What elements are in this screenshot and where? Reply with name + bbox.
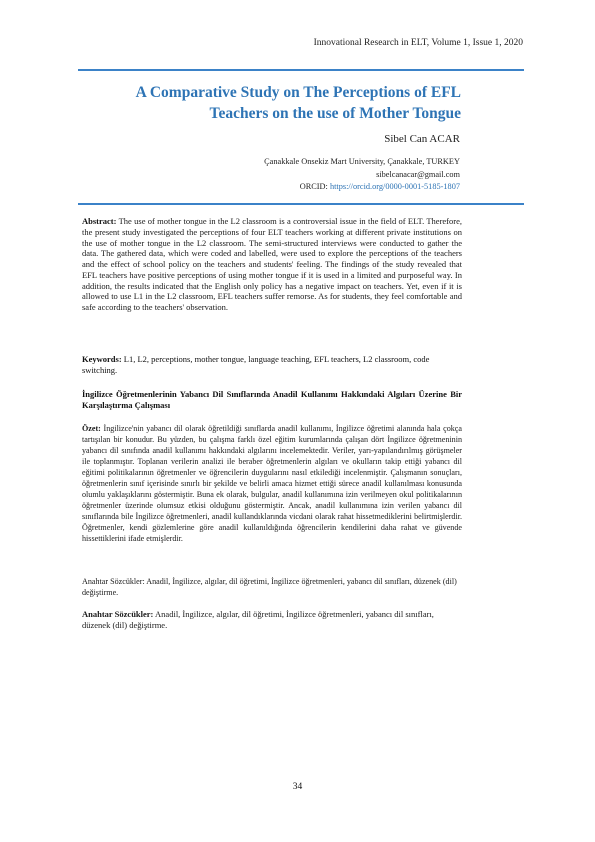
author-name: Sibel Can ACAR bbox=[384, 133, 460, 145]
orcid bbox=[264, 181, 460, 194]
turkish-keywords-label: Anahtar Sözcükler: bbox=[82, 609, 154, 619]
keywords-text: L1, L2, perceptions, mother tongue, language teaching, EFL teachers, L2 classroom, code switching. bbox=[82, 354, 430, 375]
title-line-1: A Comparative Study on The Perceptions of EFL bbox=[135, 84, 461, 101]
header-bottom-divider bbox=[78, 203, 524, 205]
abstract-text: The use of mother tongue in the L2 classroom is a controversial issue in the field of ELT. Therefore, the present study investigated the perceptions of four ELT teachers working at different private institutions on the use of mother tongue in the L2 classroom. The semi-structured interviews were conducted to gather the data. The gathered data, which were coded and labelled, were used to explore the perceptions of the teachers and the effect of school policy on the teachers and students' feeling. The findings of the study revealed that EFL teachers have positive perceptions of using mother tongue if it is used in a limited and purposeful way. In addition, the results indicated that the English only policy has a negative impact on teachers. Yet, even if it is allowed to use L1 in the L2 classroom, EFL teachers suffer remorse. As for students, they feel comfortable and safe according to the teachers' observation. bbox=[82, 216, 462, 312]
ozet-label: Özet: bbox=[82, 424, 101, 433]
keywords bbox=[82, 354, 462, 376]
ozet-text: İngilizce'nin yabancı dil olarak öğretildiği sınıflarda anadil kullanımı, İngilizce öğretimi alanında hala çokça tartışılan bir konudur. Bu yüzden, bu çalışma farklı özel eğitim kurumlarında çalışan dört İngilizce öğretmeninin yabancı dil sınıfında anadil kullanımı hakkındaki algılarını incelemektedir. Veriler, yarı-yapılandırılmış görüşmeler ile toplanmıştır. Toplanan verilerin analizi ile beraber öğretmenlerin algıları ve okulların takip ettiği yabancı dil eğitimi politikalarının öğretmenler ve öğrencilerin duygularını nasıl etkilediği incelenmiştir. Çalışmanın sonuçları, öğretmenlerin sınıf içerisinde sınırlı bir şekilde ve belirli amaca hizmet ettiği sürece anadil kullanılması konusunda olumlu yaklaşıklarını göstermiştir. Buna ek olarak, bulgular, anadil kullanımına izin verilmeyen okul politikalarının öğretmenler üzerinde olumsuz etkisi olduğunu göstermiştir. Ancak, anadil kullanımına izin verilen yabancı dil sınıflarında bile İngilizce öğretmenleri, anadil kullandıklarında vicdani olarak rahat hissetmediklerini belirtmişlerdir. Öğretmenler, kendi gözlemlerine göre anadil kullanıldığında öğrencilerin kendilerini daha rahat ve güvende hissettiklerini ifade etmişlerdir. bbox=[82, 424, 462, 543]
paper-title bbox=[136, 82, 461, 124]
affiliation-block bbox=[264, 156, 460, 194]
abstract bbox=[82, 216, 462, 313]
turkish-keywords-text: Anadil, İngilizce, algılar, dil öğretimi, İngilizce öğretmenleri, yabancı dil sınıfları, düzenek (dil) değiştirme. bbox=[82, 609, 434, 630]
turkish-title: İngilizce Öğretmenlerinin Yabancı Dil Sınıflarında Anadil Kullanımı Hakkındaki Algıları Üzerine Bir Karşılaştırma Çalışması bbox=[82, 389, 462, 410]
turkish-keywords bbox=[82, 609, 462, 631]
author-email[interactable]: sibelcanacar@gmail.com bbox=[376, 169, 460, 179]
orcid-label: ORCID: bbox=[299, 182, 330, 192]
journal-header: Innovational Research in ELT, Volume 1, Issue 1, 2020 bbox=[313, 38, 523, 48]
abstract-label: Abstract: bbox=[82, 216, 117, 226]
institution: Çanakkale Onsekiz Mart University, Çanakkale, TURKEY bbox=[264, 157, 460, 166]
turkish-abstract bbox=[82, 423, 462, 544]
turkish-abstract-keywords: Anahtar Sözcükler: Anadil, İngilizce, algılar, dil öğretimi, İngilizce öğretmenleri, yabancı dil sınıfları, düzenek (dil) değiştirme. bbox=[82, 577, 457, 597]
page-number: 34 bbox=[292, 782, 303, 792]
orcid-link[interactable]: https://orcid.org/0000-0001-5185-1807 bbox=[329, 182, 460, 192]
title-line-2: Teachers on the use of Mother Tongue bbox=[209, 105, 461, 122]
top-divider bbox=[78, 69, 524, 71]
keywords-label: Keywords: bbox=[82, 354, 122, 364]
